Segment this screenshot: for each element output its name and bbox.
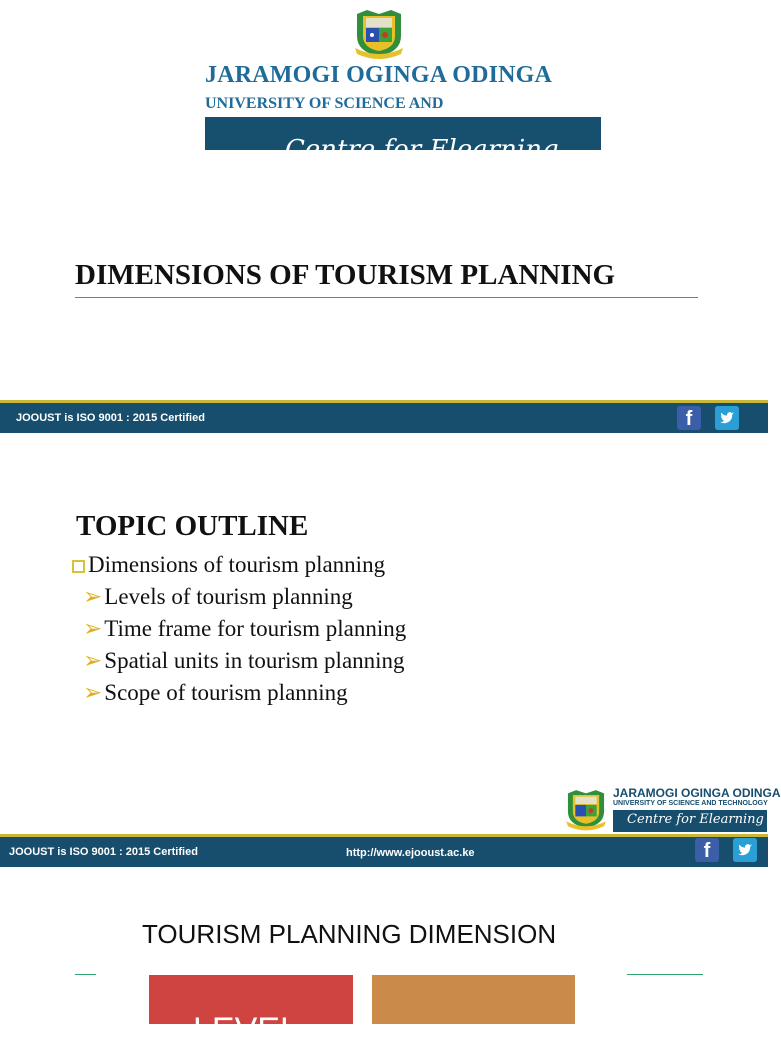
iso-certification-text: JOOUST is ISO 9001 : 2015 Certified	[9, 846, 198, 858]
arrow-bullet-icon: ➢	[83, 648, 103, 673]
outline-main-item-label: Dimensions of tourism planning	[88, 552, 386, 577]
outline-sub-item-label: Time frame for tourism planning	[104, 616, 407, 641]
twitter-icon[interactable]	[733, 838, 757, 862]
twitter-icon[interactable]	[715, 406, 739, 430]
arrow-bullet-icon: ➢	[83, 616, 103, 641]
elearning-banner-text: Centre for Elearning	[285, 135, 559, 165]
dimension-title: TOURISM PLANNING DIMENSION	[142, 919, 557, 949]
outline-sub-item-label: Spatial units in tourism planning	[104, 648, 405, 673]
logo-elearning-banner	[613, 810, 767, 832]
logo-university-name: JARAMOGI OGINGA ODINGA	[613, 786, 781, 800]
title-underline	[75, 297, 698, 298]
dimension-box	[372, 975, 575, 1024]
logo-elearning-banner-text: Centre for Elearning	[627, 812, 764, 827]
slide-footer	[0, 403, 768, 433]
outline-sub-item-label: Scope of tourism planning	[104, 680, 348, 705]
university-name: JARAMOGI OGINGA ODINGA	[205, 62, 553, 88]
slide-title: DIMENSIONS OF TOURISM PLANNING	[75, 259, 616, 291]
elearning-banner	[205, 117, 601, 165]
university-subtitle: UNIVERSITY OF SCIENCE AND	[205, 95, 444, 112]
arrow-bullet-icon: ➢	[83, 584, 103, 609]
arrow-bullet-icon: ➢	[83, 680, 103, 705]
website-link[interactable]: http://www.ejooust.ac.ke	[346, 847, 475, 859]
level-box-label: LEVEL	[193, 1011, 299, 1049]
university-crest-icon	[563, 786, 609, 832]
iso-certification-text: JOOUST is ISO 9001 : 2015 Certified	[16, 412, 205, 424]
left-accent-rule	[75, 974, 96, 975]
facebook-icon[interactable]: f	[695, 838, 719, 862]
outline-main-item	[72, 552, 385, 578]
slide-footer	[0, 837, 768, 867]
right-accent-rule	[627, 974, 703, 975]
square-bullet-icon	[72, 560, 85, 573]
logo-university-subtitle: UNIVERSITY OF SCIENCE AND TECHNOLOGY	[613, 800, 768, 807]
topic-outline-title: TOPIC OUTLINE	[76, 510, 309, 542]
facebook-icon[interactable]: f	[677, 406, 701, 430]
outline-sub-item	[83, 584, 353, 610]
level-box	[149, 975, 353, 1049]
outline-sub-item	[83, 648, 405, 674]
outline-sub-item	[83, 680, 348, 706]
outline-sub-item	[83, 616, 406, 642]
outline-sub-item-label: Levels of tourism planning	[104, 584, 353, 609]
university-crest-icon	[351, 8, 407, 58]
